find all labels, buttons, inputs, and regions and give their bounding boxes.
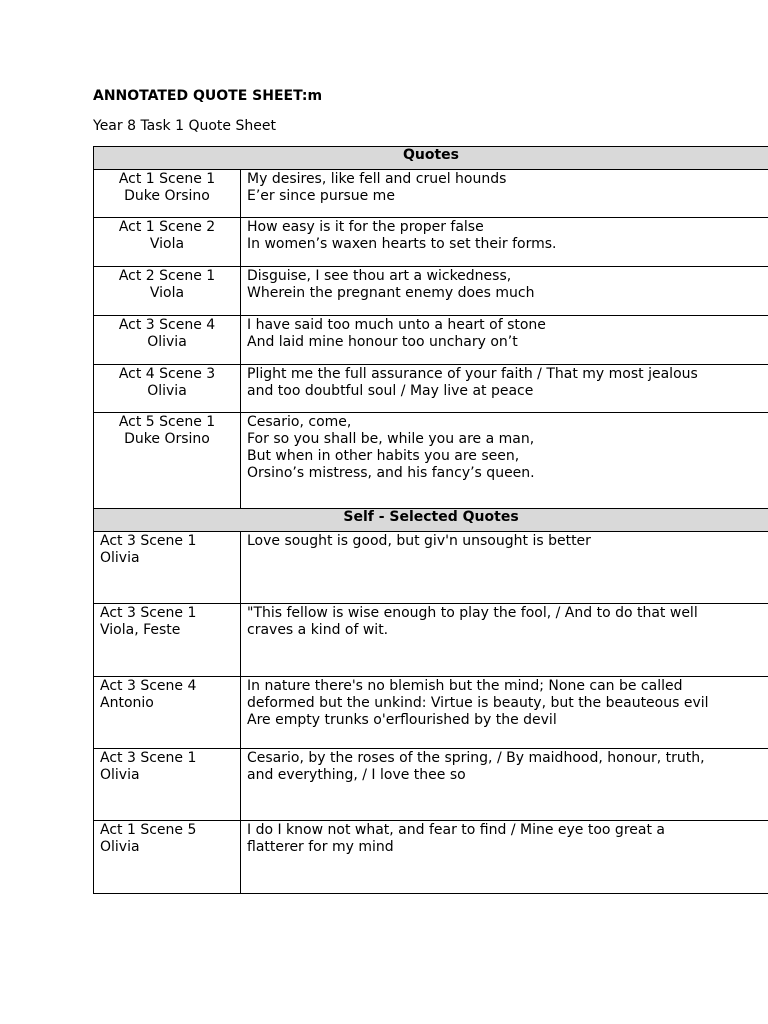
act-speaker-cell	[94, 532, 241, 604]
quote-line: flatterer for my mind	[247, 839, 394, 855]
act-scene: Act 3 Scene 4	[118, 317, 216, 333]
quote-cell	[241, 821, 768, 894]
quote-line: deformed but the unkind: Virtue is beauty, but the beauteous evil	[247, 695, 709, 711]
quote-line: In women’s waxen hearts to set their forms.	[247, 236, 557, 252]
act-speaker-cell	[94, 604, 241, 677]
quote-line: In nature there's no blemish but the mind; None can be called	[247, 678, 683, 694]
quote-line: For so you shall be, while you are a man,	[247, 431, 535, 447]
act-speaker-cell	[94, 413, 241, 509]
act-scene: Act 1 Scene 2	[118, 219, 216, 235]
act-speaker-cell	[94, 218, 241, 267]
act-speaker-cell	[94, 267, 241, 316]
quote-line: My desires, like fell and cruel hounds	[247, 171, 507, 187]
table-row	[94, 413, 768, 509]
speaker: Viola	[149, 236, 185, 252]
speaker: Duke Orsino	[124, 188, 210, 204]
quote-cell	[241, 749, 768, 821]
document-subtitle: Year 8 Task 1 Quote Sheet	[93, 118, 276, 134]
table-row	[94, 677, 768, 749]
section-header-row	[94, 147, 768, 170]
table-row	[94, 749, 768, 821]
act-scene: Act 1 Scene 1	[118, 171, 216, 187]
quote-cell	[241, 365, 768, 413]
self-selected-section-header: Self - Selected Quotes	[94, 509, 768, 532]
section-header-row	[94, 509, 768, 532]
table-row	[94, 365, 768, 413]
quote-cell	[241, 170, 768, 218]
quote-line: and too doubtful soul / May live at peace	[247, 383, 534, 399]
quote-line: But when in other habits you are seen,	[247, 448, 520, 464]
speaker: Olivia	[147, 383, 187, 399]
quote-line: craves a kind of wit.	[247, 622, 389, 638]
quote-line: Cesario, come,	[247, 414, 352, 430]
quote-cell	[241, 267, 768, 316]
act-scene: Act 4 Scene 3	[118, 366, 216, 382]
act-scene: Act 3 Scene 4	[100, 678, 197, 694]
quote-line: Disguise, I see thou art a wickedness,	[247, 268, 512, 284]
quote-cell	[241, 413, 768, 509]
act-speaker-cell	[94, 821, 241, 894]
quote-cell	[241, 532, 768, 604]
quote-cell	[241, 604, 768, 677]
act-scene: Act 3 Scene 1	[100, 750, 197, 766]
speaker: Viola	[149, 285, 185, 301]
act-scene: Act 1 Scene 5	[100, 822, 197, 838]
quote-line: I do I know not what, and fear to find / Mine eye too great a	[247, 822, 665, 838]
speaker: Olivia	[100, 550, 140, 566]
speaker: Duke Orsino	[124, 431, 210, 447]
quote-line: Orsino’s mistress, and his fancy’s queen.	[247, 465, 535, 481]
quote-line: How easy is it for the proper false	[247, 219, 484, 235]
act-speaker-cell	[94, 677, 241, 749]
quote-line: I have said too much unto a heart of stone	[247, 317, 546, 333]
table-row	[94, 267, 768, 316]
act-speaker-cell	[94, 170, 241, 218]
quote-line: and everything, / I love thee so	[247, 767, 466, 783]
quote-line: Plight me the full assurance of your faith / That my most jealous	[247, 366, 698, 382]
act-scene: Act 3 Scene 1	[100, 533, 197, 549]
quote-cell	[241, 218, 768, 267]
quote-line: Are empty trunks o'erflourished by the devil	[247, 712, 557, 728]
table-row	[94, 532, 768, 604]
quote-line: Love sought is good, but giv'n unsought is better	[247, 533, 591, 549]
table-row	[94, 218, 768, 267]
speaker: Olivia	[100, 839, 140, 855]
quote-line: "This fellow is wise enough to play the fool, / And to do that well	[247, 605, 698, 621]
act-speaker-cell	[94, 749, 241, 821]
quote-cell	[241, 316, 768, 365]
table-row	[94, 170, 768, 218]
table-row	[94, 316, 768, 365]
table-row	[94, 604, 768, 677]
quote-cell	[241, 677, 768, 749]
speaker: Olivia	[100, 767, 140, 783]
speaker: Viola, Feste	[100, 622, 181, 638]
act-scene: Act 3 Scene 1	[100, 605, 197, 621]
table-row	[94, 821, 768, 894]
quote-line: Cesario, by the roses of the spring, / By maidhood, honour, truth,	[247, 750, 705, 766]
quote-line: Wherein the pregnant enemy does much	[247, 285, 535, 301]
quotes-section-header: Quotes	[94, 147, 768, 170]
speaker: Antonio	[100, 695, 154, 711]
act-scene: Act 2 Scene 1	[118, 268, 216, 284]
document-title: ANNOTATED QUOTE SHEET:m	[93, 88, 323, 104]
act-speaker-cell	[94, 316, 241, 365]
quote-line: And laid mine honour too unchary on’t	[247, 334, 518, 350]
act-scene: Act 5 Scene 1	[118, 414, 216, 430]
quote-table	[93, 146, 768, 894]
act-speaker-cell	[94, 365, 241, 413]
quote-line: E’er since pursue me	[247, 188, 395, 204]
speaker: Olivia	[147, 334, 187, 350]
